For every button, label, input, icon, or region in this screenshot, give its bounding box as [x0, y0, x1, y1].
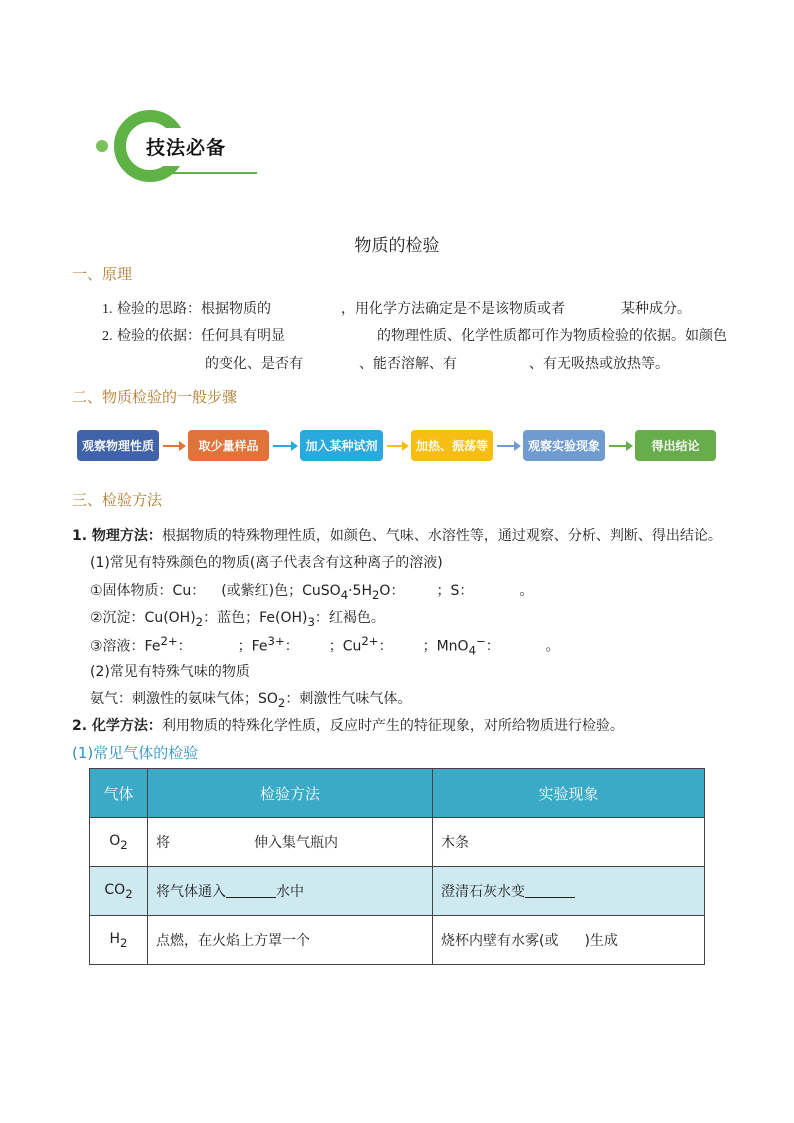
text: ：: [177, 638, 192, 655]
subscript: 2: [125, 886, 133, 901]
flow-arrow: [387, 445, 403, 447]
text: 。: [519, 583, 534, 599]
badge-dot: [96, 140, 108, 152]
chemical-method-label: 2. 化学方法：: [72, 718, 162, 734]
text: ：: [284, 638, 299, 655]
text: ·5H: [348, 583, 372, 599]
gas-formula: O: [109, 832, 121, 849]
text: 点燃，在火焰上方罩一个: [156, 933, 310, 949]
fill-blank: [226, 883, 276, 898]
text: 某种成分。: [620, 301, 691, 317]
table-row: [90, 916, 705, 965]
superscript: 2+: [361, 634, 379, 648]
text: 的变化、是否有: [205, 356, 303, 372]
subscript: 2: [120, 935, 128, 950]
text: (或紫红)色；CuSO: [221, 583, 341, 599]
chemical-method-text: 利用物质的特殊化学性质，反应时产生的特征现象，对所给物质进行检验。: [161, 718, 624, 734]
badge-title: 技法必备: [146, 137, 227, 159]
subscript: 2: [195, 614, 204, 629]
principle-item-2-cont: [205, 353, 669, 373]
text: ①固体物质：Cu：: [90, 583, 206, 599]
text: 、有无吸热或放热等。: [529, 356, 669, 372]
text: 烧杯内壁有水雾(或: [441, 933, 559, 949]
gas-test-table: [89, 768, 705, 965]
solution-colors: [90, 634, 560, 657]
precipitate-colors: [90, 607, 385, 629]
flow-step: 观察实验现象: [523, 430, 605, 461]
text: 检验的思路：根据物质的: [116, 301, 271, 317]
column-header-result: 实验现象: [433, 769, 705, 818]
text: 将气体通入: [156, 884, 226, 900]
text: ：蓝色；Fe(OH): [203, 610, 308, 626]
text: ：: [485, 638, 500, 655]
superscript: −: [475, 634, 486, 648]
color-heading: (1)常见有特殊颜色的物质(离子代表含有这种离子的溶液): [90, 555, 443, 571]
table-row: [90, 867, 705, 916]
gas-cell: [90, 916, 148, 965]
text: 检验的依据：任何具有明显: [116, 328, 285, 344]
flow-step: 加热、振荡等: [411, 430, 493, 461]
subscript: 4: [340, 587, 349, 602]
text: )生成: [584, 933, 618, 949]
physical-method-text: 根据物质的特殊物理性质，如颜色、气味、水溶性等，通过观察、分析、判断、得出结论。: [161, 528, 722, 544]
text: ：红褐色。: [314, 610, 385, 626]
principle-item-2: [102, 325, 727, 345]
chemical-method: [72, 715, 624, 735]
subscript: 2: [120, 837, 128, 852]
superscript: 3+: [267, 634, 285, 648]
table-row: [90, 818, 705, 867]
flow-arrow: [273, 445, 292, 447]
flow-arrow: [163, 445, 180, 447]
text: ；Cu: [328, 638, 362, 655]
text: 、能否溶解、有: [359, 356, 457, 372]
result-cell: [433, 916, 705, 965]
physical-method-label: 1. 物理方法：: [72, 528, 162, 544]
text: 的物理性质、化学性质都可作为物质检验的依据。如颜色: [376, 328, 727, 344]
section-heading-principle: 一、原理: [72, 265, 133, 283]
method-cell: [148, 916, 433, 965]
flow-step: 观察物理性质: [77, 430, 159, 461]
text: ；Fe: [237, 638, 268, 655]
gas-formula: H: [109, 930, 121, 947]
flow-step: 取少量样品: [188, 430, 269, 461]
solid-colors: [90, 580, 533, 602]
smell-heading: (2)常见有特殊气味的物质: [90, 664, 250, 680]
section-heading-steps: 二、物质检验的一般步骤: [72, 388, 238, 406]
superscript: 2+: [160, 634, 178, 648]
flow-step: 加入某种试剂: [300, 430, 383, 461]
document-title: 物质的检验: [354, 236, 440, 256]
fill-blank: [525, 883, 575, 898]
text: 澄清石灰水变: [441, 884, 525, 900]
flow-step: 得出结论: [635, 430, 716, 461]
gas-formula: CO: [104, 881, 126, 898]
subscript: 2: [277, 695, 286, 710]
text: 。: [545, 638, 560, 655]
flow-arrow: [609, 445, 627, 447]
text: ②沉淀：Cu(OH): [90, 610, 196, 626]
result-cell: [433, 867, 705, 916]
text: ：刺激性气味气体。: [285, 691, 412, 707]
text: 氨气：刺激性的氨味气体；SO: [90, 691, 278, 707]
gas-heading: (1)常见气体的检验: [72, 744, 199, 762]
item-number: 1.: [102, 302, 113, 317]
gas-cell: [90, 818, 148, 867]
smell-items: [90, 688, 411, 710]
text: O：: [379, 583, 405, 599]
subscript: 3: [307, 614, 315, 629]
method-cell: [148, 867, 433, 916]
physical-method: [72, 525, 722, 545]
gas-cell: [90, 867, 148, 916]
text: 伸入集气瓶内: [254, 835, 338, 851]
principle-item-1: [102, 298, 691, 318]
text: 将: [156, 835, 170, 851]
item-number: 2.: [102, 329, 113, 344]
text: ，用化学方法确定是不是该物质或者: [340, 301, 565, 317]
section-heading-methods: 三、检验方法: [72, 491, 163, 509]
table-header-row: [90, 769, 705, 818]
column-header-gas: 气体: [90, 769, 148, 818]
text: ；MnO: [422, 638, 469, 655]
text: ③溶液：Fe: [90, 638, 161, 655]
subscript: 2: [372, 587, 380, 602]
text: ：: [378, 638, 393, 655]
column-header-method: 检验方法: [148, 769, 433, 818]
text: ；S：: [436, 583, 474, 599]
text: 水中: [276, 884, 304, 900]
flow-arrow: [497, 445, 515, 447]
method-cell: [148, 818, 433, 867]
result-cell: [433, 818, 705, 867]
text: 木条: [441, 835, 469, 851]
subscript: 4: [468, 643, 476, 658]
